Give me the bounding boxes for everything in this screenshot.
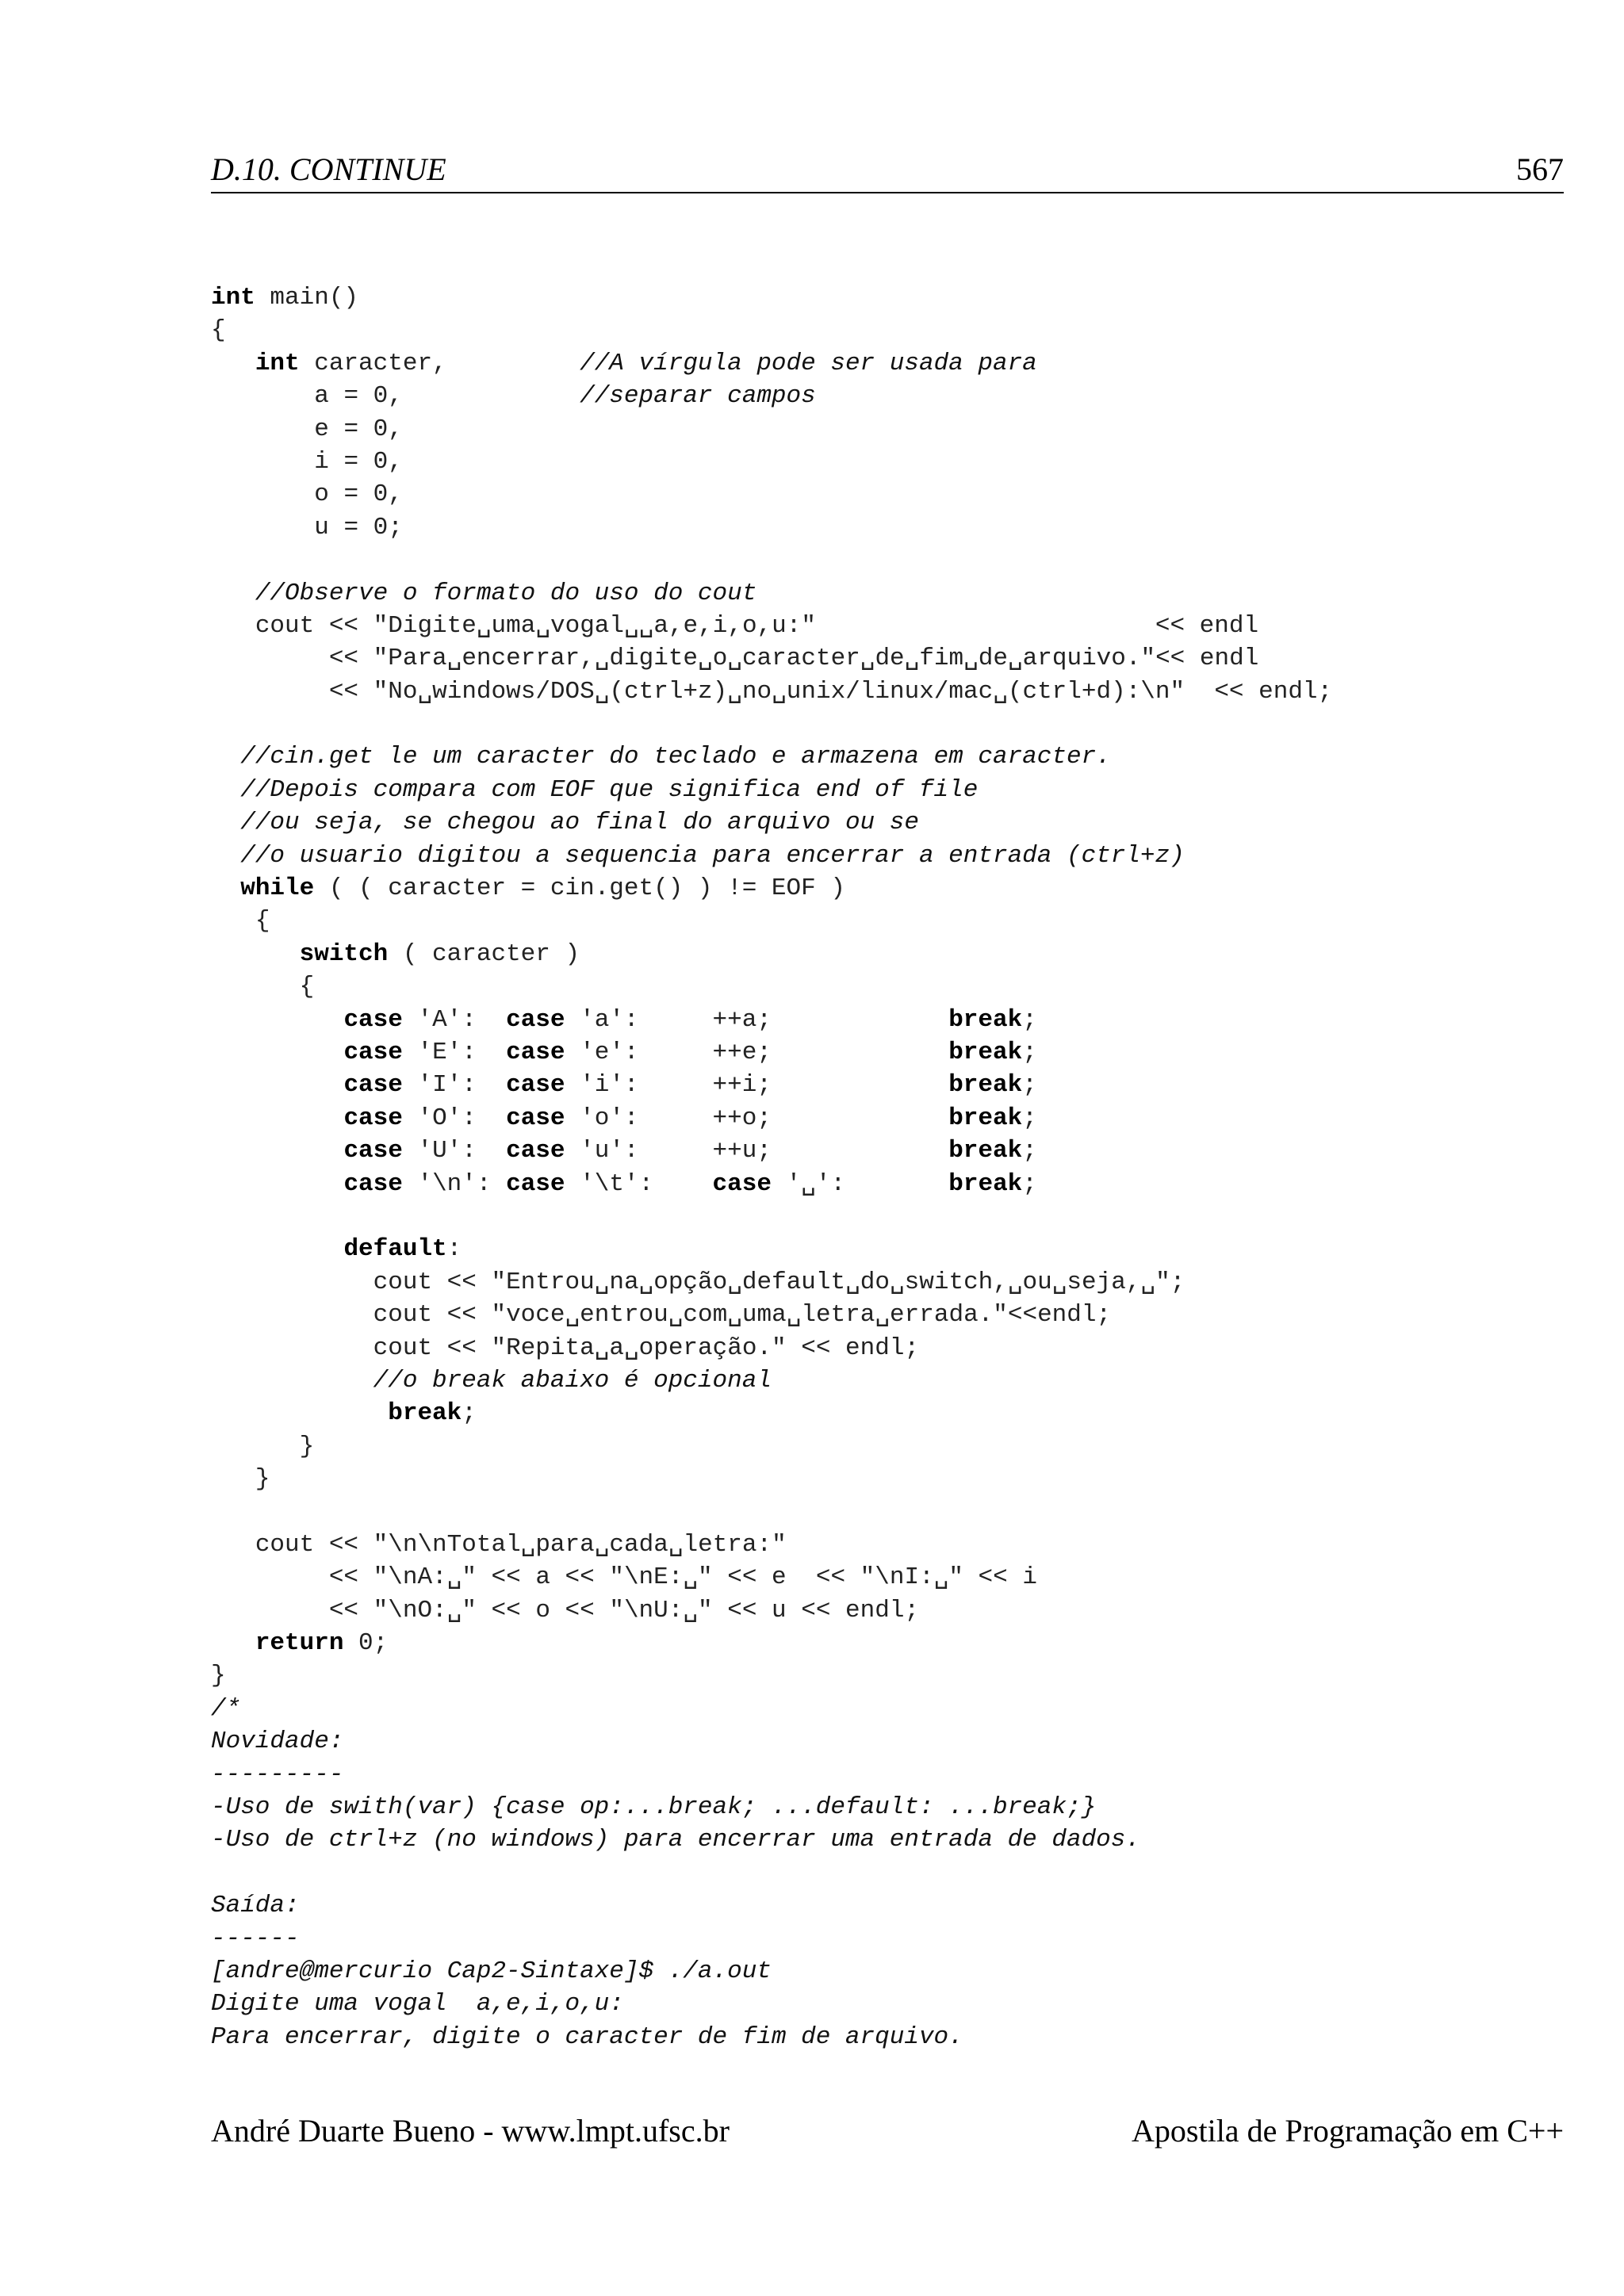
code-indent bbox=[211, 1563, 329, 1591]
code-line bbox=[211, 1889, 1564, 1922]
code-keyword: case bbox=[506, 1005, 565, 1034]
code-comment: [andre@mercurio Cap2-Sintaxe]$ ./a.out bbox=[211, 1957, 772, 1985]
code-text: e = 0, bbox=[314, 415, 403, 443]
code-text: main() bbox=[255, 284, 359, 312]
code-line bbox=[211, 1397, 1564, 1429]
code-keyword: case bbox=[506, 1071, 565, 1100]
page-footer bbox=[211, 2109, 1564, 2153]
code-line bbox=[211, 1627, 1564, 1659]
code-line bbox=[211, 478, 1564, 511]
code-line bbox=[211, 380, 1564, 412]
code-indent bbox=[211, 1301, 373, 1329]
code-comment: //cin.get le um caracter do teclado e armazena em caracter. bbox=[240, 743, 1111, 771]
code-text: cout << "Repita␣a␣operação." << endl; bbox=[373, 1334, 920, 1362]
code-text: '␣': bbox=[771, 1169, 949, 1198]
code-indent bbox=[211, 678, 329, 706]
code-indent bbox=[211, 1071, 343, 1099]
code-keyword: case bbox=[343, 1137, 403, 1165]
code-line bbox=[211, 1332, 1564, 1364]
code-keyword: break bbox=[388, 1399, 462, 1428]
code-text: 'o': ++o; bbox=[565, 1104, 949, 1132]
code-line bbox=[211, 1594, 1564, 1627]
code-line bbox=[211, 1529, 1564, 1561]
code-indent bbox=[211, 645, 329, 672]
code-line bbox=[211, 413, 1564, 446]
code-indent bbox=[211, 940, 300, 968]
code-text: } bbox=[299, 1432, 315, 1460]
code-line bbox=[211, 675, 1564, 708]
code-text: a = 0, bbox=[314, 382, 580, 411]
code-indent bbox=[211, 1006, 343, 1034]
code-line bbox=[211, 347, 1564, 380]
code-text: : bbox=[446, 1235, 462, 1264]
footer-book-title: Apostila de Programação em C++ bbox=[1132, 2113, 1564, 2149]
code-text: ; bbox=[1022, 1005, 1037, 1034]
code-keyword: case bbox=[343, 1169, 403, 1198]
code-indent bbox=[211, 1433, 300, 1460]
code-text: { bbox=[299, 973, 315, 1001]
code-line bbox=[211, 708, 1564, 740]
code-indent bbox=[211, 1367, 373, 1395]
code-text: cout << "Digite␣uma␣vogal␣␣a,e,i,o,u:" << endl bbox=[255, 611, 1259, 640]
code-keyword: case bbox=[506, 1169, 565, 1198]
code-comment: Digite uma vogal a,e,i,o,u: bbox=[211, 1990, 624, 2019]
code-line bbox=[211, 740, 1564, 773]
code-line bbox=[211, 281, 1564, 314]
code-comment: Novidade: bbox=[211, 1728, 344, 1756]
code-line bbox=[211, 872, 1564, 905]
code-line bbox=[211, 1988, 1564, 2020]
code-indent bbox=[211, 1629, 255, 1657]
code-text: 'e': ++e; bbox=[565, 1038, 949, 1066]
code-indent bbox=[211, 1334, 373, 1362]
code-text: 'i': ++i; bbox=[565, 1071, 949, 1100]
code-comment: //o usuario digitou a sequencia para encerrar a entrada (ctrl+z) bbox=[240, 841, 1185, 870]
code-text: ; bbox=[1022, 1104, 1037, 1132]
code-keyword: case bbox=[506, 1104, 565, 1132]
code-text: } bbox=[211, 1662, 226, 1690]
code-text: '\t': bbox=[565, 1169, 713, 1198]
code-text: { bbox=[255, 907, 270, 936]
code-indent bbox=[211, 809, 240, 836]
code-line bbox=[211, 1857, 1564, 1889]
code-keyword: break bbox=[948, 1104, 1023, 1132]
page-number: 567 bbox=[1516, 151, 1564, 187]
code-comment: //separar campos bbox=[580, 382, 816, 411]
code-text: ; bbox=[1022, 1038, 1037, 1066]
code-line bbox=[211, 642, 1564, 675]
code-line bbox=[211, 1955, 1564, 1988]
code-line bbox=[211, 1791, 1564, 1823]
code-text: i = 0, bbox=[314, 447, 403, 476]
code-line bbox=[211, 1561, 1564, 1594]
code-comment: ------ bbox=[211, 1924, 300, 1953]
code-line bbox=[211, 2021, 1564, 2053]
code-text: o = 0, bbox=[314, 480, 403, 509]
code-keyword: switch bbox=[299, 939, 389, 968]
code-text: ; bbox=[1022, 1071, 1037, 1100]
code-line bbox=[211, 1495, 1564, 1528]
code-line bbox=[211, 840, 1564, 872]
code-text: '\n': bbox=[402, 1169, 507, 1198]
code-text: 'U': bbox=[402, 1137, 507, 1165]
code-text: 0; bbox=[343, 1629, 389, 1658]
code-keyword: break bbox=[948, 1005, 1023, 1034]
code-text: ( ( caracter = cin.get() ) != EOF ) bbox=[314, 874, 845, 903]
code-text: << "\nO:␣" << o << "\nU:␣" << u << endl; bbox=[328, 1596, 920, 1624]
code-keyword: case bbox=[506, 1137, 565, 1165]
code-line bbox=[211, 1463, 1564, 1495]
code-line bbox=[211, 1004, 1564, 1036]
code-line bbox=[211, 1299, 1564, 1331]
code-text: } bbox=[255, 1465, 270, 1494]
code-line bbox=[211, 938, 1564, 970]
code-comment: //Observe o formato do uso do cout bbox=[255, 579, 757, 607]
code-indent bbox=[211, 382, 314, 410]
code-indent bbox=[211, 1531, 255, 1559]
code-line bbox=[211, 1659, 1564, 1692]
code-line bbox=[211, 1233, 1564, 1265]
code-line bbox=[211, 511, 1564, 544]
code-keyword: case bbox=[343, 1038, 403, 1066]
code-indent bbox=[211, 448, 314, 476]
code-comment: //A vírgula pode ser usada para bbox=[580, 349, 1037, 377]
code-text: << "\nA:␣" << a << "\nE:␣" << e << "\nI:␣" << i bbox=[328, 1563, 1037, 1592]
code-text: caracter, bbox=[299, 349, 580, 377]
code-comment: --------- bbox=[211, 1760, 344, 1789]
code-indent bbox=[211, 1137, 343, 1165]
code-keyword: int bbox=[211, 284, 255, 312]
code-keyword: int bbox=[255, 349, 300, 377]
code-keyword: case bbox=[712, 1169, 772, 1198]
code-comment: //Depois compara com EOF que significa end of file bbox=[240, 775, 979, 804]
code-text: { bbox=[211, 316, 226, 345]
code-line bbox=[211, 1036, 1564, 1069]
code-indent bbox=[211, 1597, 329, 1624]
code-indent bbox=[211, 1170, 343, 1198]
code-line bbox=[211, 1200, 1564, 1233]
code-line bbox=[211, 446, 1564, 478]
code-line bbox=[211, 314, 1564, 346]
code-line bbox=[211, 1823, 1564, 1856]
code-indent bbox=[211, 350, 255, 377]
code-text: 'A': bbox=[402, 1005, 507, 1034]
code-line bbox=[211, 774, 1564, 806]
code-comment: //o break abaixo é opcional bbox=[373, 1366, 772, 1395]
code-line bbox=[211, 1069, 1564, 1101]
code-comment: /* bbox=[211, 1694, 241, 1723]
code-text: 'u': ++u; bbox=[565, 1137, 949, 1165]
code-indent bbox=[211, 514, 314, 541]
code-comment: -Uso de ctrl+z (no windows) para encerrar uma entrada de dados. bbox=[211, 1826, 1140, 1854]
code-comment: Para encerrar, digite o caracter de fim de arquivo. bbox=[211, 2022, 963, 2051]
code-indent bbox=[211, 1104, 343, 1132]
code-line bbox=[211, 970, 1564, 1003]
code-indent bbox=[211, 415, 314, 443]
code-line bbox=[211, 1135, 1564, 1167]
code-line bbox=[211, 1923, 1564, 1955]
code-text: ; bbox=[1022, 1137, 1037, 1165]
code-keyword: break bbox=[948, 1169, 1023, 1198]
code-indent bbox=[211, 907, 255, 935]
code-line bbox=[211, 544, 1564, 576]
page-header bbox=[211, 147, 1564, 193]
code-indent bbox=[211, 743, 240, 771]
code-indent bbox=[211, 1399, 388, 1427]
code-text: << "Para␣encerrar,␣digite␣o␣caracter␣de␣fim␣de␣arquivo."<< endl bbox=[328, 645, 1259, 673]
code-line bbox=[211, 1364, 1564, 1397]
code-indent bbox=[211, 1235, 343, 1263]
section-title: D.10. CONTINUE bbox=[211, 151, 446, 187]
code-keyword: break bbox=[948, 1038, 1023, 1066]
code-comment: -Uso de swith(var) {case op:...break; ...default: ...break;} bbox=[211, 1793, 1097, 1821]
code-indent bbox=[211, 874, 240, 902]
code-indent bbox=[211, 580, 255, 607]
code-line bbox=[211, 610, 1564, 642]
code-text: u = 0; bbox=[314, 513, 403, 541]
code-line bbox=[211, 1430, 1564, 1463]
code-text: 'E': bbox=[402, 1038, 507, 1066]
code-text: << "No␣windows/DOS␣(ctrl+z)␣no␣unix/linux/mac␣(ctrl+d):\n" << endl; bbox=[328, 677, 1333, 706]
code-keyword: case bbox=[343, 1104, 403, 1132]
code-indent bbox=[211, 1039, 343, 1066]
code-text: ; bbox=[462, 1399, 477, 1428]
code-keyword: break bbox=[948, 1137, 1023, 1165]
code-comment: //ou seja, se chegou ao final do arquivo ou se bbox=[240, 809, 919, 837]
code-keyword: case bbox=[343, 1071, 403, 1100]
code-indent bbox=[211, 1465, 255, 1493]
code-text: cout << "voce␣entrou␣com␣uma␣letra␣errada."<<endl; bbox=[373, 1301, 1112, 1330]
code-indent bbox=[211, 973, 300, 1001]
code-line bbox=[211, 1266, 1564, 1299]
code-comment: Saída: bbox=[211, 1892, 300, 1920]
code-line bbox=[211, 1168, 1564, 1200]
code-keyword: default bbox=[343, 1235, 447, 1264]
footer-author: André Duarte Bueno - www.lmpt.ufsc.br bbox=[211, 2113, 730, 2149]
code-text: cout << "\n\nTotal␣para␣cada␣letra:" bbox=[255, 1530, 787, 1559]
code-line bbox=[211, 1693, 1564, 1725]
code-text: cout << "Entrou␣na␣opção␣default␣do␣switch,␣ou␣seja,␣"; bbox=[373, 1268, 1185, 1296]
code-keyword: case bbox=[506, 1038, 565, 1066]
code-line bbox=[211, 577, 1564, 610]
code-keyword: while bbox=[240, 874, 315, 903]
code-keyword: case bbox=[343, 1005, 403, 1034]
code-keyword: break bbox=[948, 1071, 1023, 1100]
code-line bbox=[211, 806, 1564, 839]
code-text: 'O': bbox=[402, 1104, 507, 1132]
code-indent bbox=[211, 776, 240, 804]
code-line bbox=[211, 905, 1564, 937]
code-text: ( caracter ) bbox=[388, 939, 580, 968]
code-text: 'a': ++a; bbox=[565, 1005, 949, 1034]
code-indent bbox=[211, 480, 314, 508]
code-keyword: return bbox=[255, 1629, 344, 1658]
code-indent bbox=[211, 612, 255, 640]
code-listing bbox=[211, 281, 1564, 2053]
code-indent bbox=[211, 1269, 373, 1296]
code-text: 'I': bbox=[402, 1071, 507, 1100]
code-line bbox=[211, 1102, 1564, 1135]
code-indent bbox=[211, 842, 240, 870]
code-line bbox=[211, 1725, 1564, 1758]
code-line bbox=[211, 1758, 1564, 1791]
code-text: ; bbox=[1022, 1169, 1037, 1198]
